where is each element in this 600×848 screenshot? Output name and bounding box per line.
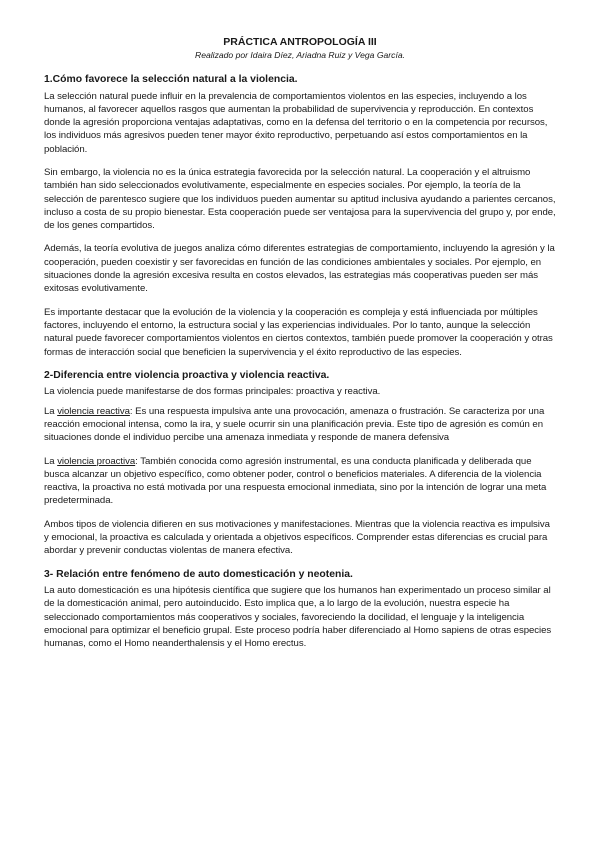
section-3-heading: 3- Relación entre fenómeno de auto domesticación y neotenia. — [44, 568, 353, 580]
section-2-intro: La violencia puede manifestarse de dos formas principales: proactiva y reactiva. — [44, 386, 381, 398]
section-1-paragraph-2: Sin embargo, la violencia no es la única estrategia favorecida por la selección natural. La cooperación y el altruismo también han sido seleccionados evolutivamente, especialmente en especies sociales. Por ejemplo, la teoría de la selección de parentesco sugiere que los individuos pueden aumentar su aptitud inclusiva ayudando a parientes cercanos, incluso a costa de su propio bienestar. Esta cooperación puede ser ventajosa para la supervivencia del grupo y, por ende, de los genes compartidos. — [44, 166, 556, 232]
document-title: PRÁCTICA ANTROPOLOGÍA III — [223, 36, 377, 48]
reactive-violence-paragraph — [44, 405, 556, 445]
reactive-violence-text: : Es una respuesta impulsiva ante una provocación, amenaza o frustración. Se caracteriza por una reacción emocional intensa, como la ira, y suele ocurrir sin una planificación previa. Este tipo de agresión es común en situaciones donde el individuo percibe una amenaza inmediata y responde de manera defensiva — [44, 405, 545, 444]
section-1-paragraph-1: La selección natural puede influir en la prevalencia de comportamientos violentos en las especies, incluyendo a los humanos, al favorecer aquellos rasgos que aumentan la probabilidad de supervivencia y reproducción. En contextos donde la agresión proporciona ventajas adaptativas, como en la defensa del territorio o en la competencia por recursos, los individuos más agresivos pueden tener mayor éxito reproductivo, perpetuando así estos comportamientos en la población. — [44, 90, 548, 155]
section-2-heading: 2-Diferencia entre violencia proactiva y violencia reactiva. — [44, 369, 330, 381]
section-1 — [44, 73, 556, 359]
proactive-violence-paragraph — [44, 455, 556, 508]
reactive-violence-term: violencia reactiva — [57, 405, 130, 417]
section-1-heading: 1.Cómo favorece la selección natural a la violencia. — [44, 74, 298, 85]
proactive-prefix: La — [44, 455, 58, 467]
proactive-violence-text: : También conocida como agresión instrumental, es una conducta planificada y deliberada que busca alcanzar un objetivo específico, como obtener poder, control o beneficios materiales. A diferencia de la violencia reactiva, la proactiva no está motivada por una respuesta emocional inmediata, sino por la intención de lograr una meta predeterminada. — [44, 455, 547, 507]
reactive-prefix: La — [44, 405, 58, 417]
section-3-paragraph-1: La auto domesticación es una hipótesis científica que sugiere que los humanos han experimentado un proceso similar al de la domesticación animal, pero autoinducido. Esto implica que, a lo largo de la evolución, nuestra especie ha seleccionado comportamientos más cooperativos y sociales, favoreciendo la docilidad, el lenguaje y la inteligencia emocional para optimizar el beneficio grupal. Este proceso podría haber diferenciado al Homo sapiens de otras especies humanas, como el Homo neanderthalensis y el Homo erectus. — [44, 585, 552, 650]
proactive-violence-term: violencia proactiva — [57, 455, 136, 467]
section-2-closing: Ambos tipos de violencia difieren en sus motivaciones y manifestaciones. Mientras que la violencia reactiva es impulsiva y emocional, la proactiva es calculada y orientada a objetivos específicos. Comprender estas diferencias es crucial para abordar y prevenir conductas violentas de manera efectiva. — [44, 518, 550, 557]
section-1-paragraph-4: Es importante destacar que la evolución de la violencia y la cooperación es compleja y está influenciada por múltiples factores, incluyendo el entorno, la estructura social y las experiencias individuales. Por lo tanto, aunque la selección natural puede favorecer comportamientos violentos en ciertos contextos, también puede promover la cooperación y otras formas de interacción social que beneficien la supervivencia y el éxito reproductivo de las especies. — [44, 306, 553, 358]
section-3 — [44, 568, 556, 651]
document-authors: Realizado por Idaira Díez, Ariadna Ruiz y Vega García. — [194, 50, 405, 60]
section-1-paragraph-3: Además, la teoría evolutiva de juegos analiza cómo diferentes estrategias de comportamiento, incluyendo la agresión y la cooperación, pueden coexistir y ser favorecidas en función de las condiciones ambientales y sociales. Por ejemplo, en situaciones donde la agresión excesiva resulta en costos elevados, las estrategias más cooperativas pueden ser más exitosas evolutivamente. — [44, 243, 555, 295]
section-2 — [44, 369, 556, 558]
